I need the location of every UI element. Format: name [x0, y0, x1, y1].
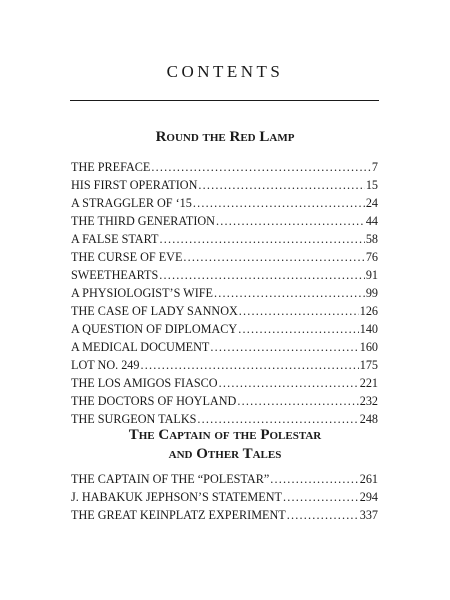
toc-entry: [71, 356, 378, 374]
toc-entry-title: THE DOCTORS OF HOYLAND: [71, 394, 237, 408]
toc-entry-title: THE GREAT KEINPLATZ EXPERIMENT: [71, 508, 286, 522]
toc-entry-title: A FALSE START: [71, 232, 159, 246]
dot-leader: [239, 302, 359, 320]
toc-entry-title: HIS FIRST OPERATION: [71, 178, 198, 192]
toc-entry-title: A PHYSIOLOGIST’S WIFE: [71, 286, 213, 300]
toc-entry: [71, 158, 378, 176]
toc-entry-title: THE THIRD GENERATION: [71, 214, 215, 228]
toc-entry: [71, 392, 378, 410]
toc-entry: [71, 230, 378, 248]
dot-leader: [283, 488, 359, 506]
toc-entry-title: A MEDICAL DOCUMENT: [71, 340, 210, 354]
dot-leader: [159, 266, 365, 284]
page-title: CONTENTS: [166, 62, 284, 81]
toc-entry-title: LOT NO. 249: [71, 358, 140, 372]
dot-leader: [238, 320, 358, 338]
toc-entry: [71, 284, 378, 302]
toc-entry: [71, 212, 378, 230]
toc-entry-page-number: 261: [359, 472, 378, 486]
dot-leader: [214, 284, 365, 302]
dot-leader: [193, 194, 365, 212]
section-title-line: The Captain of the Polestar: [128, 427, 322, 443]
section-title-round-the-red-lamp: [0, 128, 450, 147]
toc-entry-page-number: 76: [365, 250, 378, 264]
dot-leader: [287, 506, 359, 524]
toc-entry: [71, 488, 378, 506]
toc-entry-title: A QUESTION OF DIPLOMACY: [71, 322, 238, 336]
toc-entry-page-number: 91: [365, 268, 378, 282]
toc-entry: [71, 302, 378, 320]
toc-entry: [71, 374, 378, 392]
toc-list-round-the-red-lamp: [71, 158, 378, 428]
toc-entry-title: THE CAPTAIN OF THE “POLESTAR”: [71, 472, 270, 486]
toc-entry-title: THE LOS AMIGOS FIASCO: [71, 376, 218, 390]
toc-entry-title: SWEETHEARTS: [71, 268, 159, 282]
heading-divider: [70, 100, 379, 101]
dot-leader: [216, 212, 365, 230]
dot-leader: [270, 470, 358, 488]
toc-entry-page-number: 232: [359, 394, 378, 408]
toc-entry: [71, 266, 378, 284]
toc-entry: [71, 506, 378, 524]
toc-entry: [71, 194, 378, 212]
dot-leader: [141, 356, 359, 374]
dot-leader: [237, 392, 358, 410]
dot-leader: [210, 338, 358, 356]
toc-list-captain-of-the-polestar: [71, 470, 378, 524]
toc-entry: [71, 470, 378, 488]
section-title-line: and Other Tales: [168, 446, 282, 462]
dot-leader: [198, 176, 364, 194]
toc-entry-page-number: 140: [359, 322, 378, 336]
toc-entry: [71, 248, 378, 266]
dot-leader: [219, 374, 359, 392]
toc-entry-title: THE PREFACE: [71, 160, 151, 174]
toc-entry: [71, 176, 378, 194]
toc-entry: [71, 338, 378, 356]
toc-entry-title: A STRAGGLER OF ‘15: [71, 196, 192, 210]
toc-entry-page-number: 175: [359, 358, 378, 372]
toc-entry: [71, 320, 378, 338]
toc-entry-page-number: 126: [359, 304, 378, 318]
toc-entry-page-number: 248: [359, 412, 378, 426]
toc-entry-page-number: 58: [365, 232, 378, 246]
dot-leader: [159, 230, 364, 248]
toc-entry-page-number: 15: [365, 178, 378, 192]
toc-entry-page-number: 24: [365, 196, 378, 210]
dot-leader: [183, 248, 364, 266]
toc-entry-title: THE CASE OF LADY SANNOX: [71, 304, 238, 318]
toc-entry-page-number: 44: [365, 214, 378, 228]
toc-entry-page-number: 7: [371, 160, 378, 174]
toc-entry-title: THE SURGEON TALKS: [71, 412, 197, 426]
toc-entry-page-number: 337: [359, 508, 378, 522]
dot-leader: [151, 158, 371, 176]
toc-entry-title: J. HABAKUK JEPHSON’S STATEMENT: [71, 490, 282, 504]
toc-entry-title: THE CURSE OF EVE: [71, 250, 183, 264]
toc-entry-page-number: 160: [359, 340, 378, 354]
toc-entry-page-number: 294: [359, 490, 378, 504]
section-title-captain-of-the-polestar: [0, 426, 450, 464]
toc-entry-page-number: 99: [365, 286, 378, 300]
section-title-line: Round the Red Lamp: [155, 129, 295, 145]
toc-entry-page-number: 221: [359, 376, 378, 390]
